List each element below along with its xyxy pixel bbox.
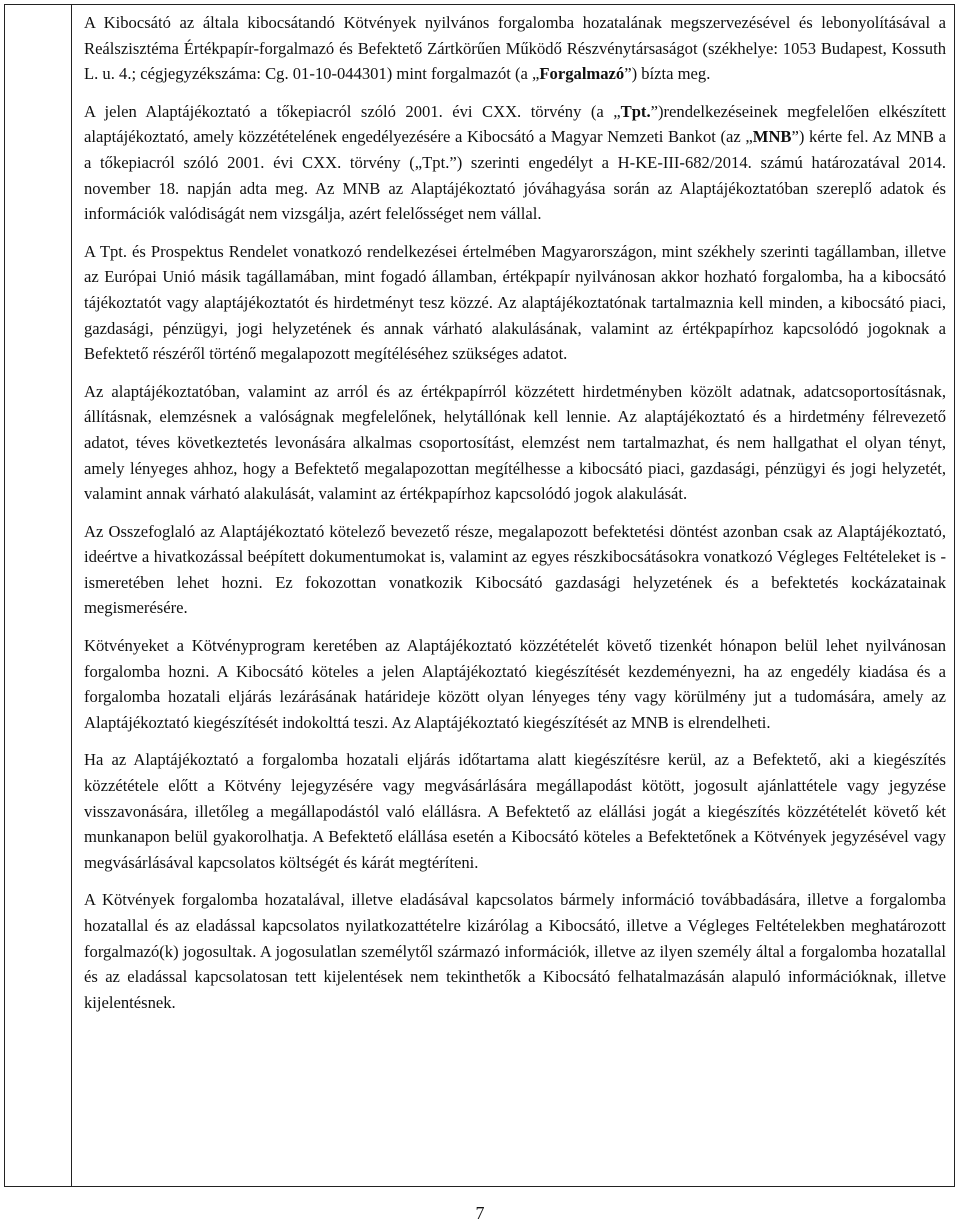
paragraph-forgalmazo: A Kibocsátó az általa kibocsátandó Kötvények nyilvános forgalomba hozatalának megszervezésével és lebonyolításával a Reálszisztéma Értékpapír-forgalmazó és Befektető Zártkörűen Működő Részvénytársaságot (székhelye: 1053 Budapest, Kossuth L. u. 4.; cégjegyzékszáma: Cg. 01-10-044301) mint forgalmazót (a „Forgalmazó”) bízta meg. (84, 13, 946, 84)
term-mnb: MNB (752, 127, 792, 147)
document-body (84, 10, 946, 1027)
left-margin-column (5, 5, 72, 1186)
paragraph-tpt-prospectus: A Tpt. és Prospektus Rendelet vonatkozó rendelkezései értelmében Magyarországon, mint székhely szerinti tagállamban, illetve az Európai Unió másik tagállamában, mint fogadó államban, értékpapír nyilvánosan akkor hozható forgalomba, ha a kibocsátó tájékoztatót vagy alaptájékoztatót és hirdetményt tesz közzé. Az alaptájékoztatónak tartalmaznia kell minden, a kibocsátó piaci, gazdasági, pénzügyi, jogi helyzetének és annak várható alakulásának, valamint az értékpapírhoz kapcsolódó jogoknak a Befektető részéről történő megalapozott megítéléséhez szükséges adatot. (84, 241, 946, 364)
paragraph-mnb-approval: A jelen Alaptájékoztató a tőkepiacról szóló 2001. évi CXX. törvény (a „Tpt.”)rendelkezéseinek megfelelően elkészített alaptájékoztató, amely közzétételének engedélyezésére a Kibocsátó a Magyar Nemzeti Bankot (az „MNB”) kérte fel. Az MNB a a tőkepiacról szóló 2001. évi CXX. törvény („Tpt.”) szerinti engedélyt a H-KE-III-682/2014. számú határozatával 2014. november 18. napján adta meg. Az MNB az Alaptájékoztató jóváhagyása során az Alaptájékoztatóban szereplő adatok és információk valódiságát nem vizsgálja, azért felelősséget nem vállal. (84, 101, 946, 224)
paragraph-information: A Kötvények forgalomba hozatalával, illetve eladásával kapcsolatos bármely információ továbbadására, illetve a forgalomba hozatallal és az eladással kapcsolatos nyilatkozattételre kizárólag a Kibocsátó, illetve a Végleges Feltételekben meghatározott forgalmazó(k) jogosultak. A jogosulatlan személytől származó információk, illetve az ilyen személy által a forgalomba hozatallal és az eladással kapcsolatosan tett kijelentések nem tekinthetők a Kibocsátó felhatalmazásán alapuló információknak, illetve kijelentésnek. (84, 890, 946, 1012)
document-frame (4, 4, 955, 1187)
paragraph-withdrawal: Ha az Alaptájékoztató a forgalomba hozatali eljárás időtartama alatt kiegészítésre kerül, az a Befektető, aki a kiegészítés közzététele előtt a Kötvény lejegyzésére vagy megvásárlására megállapodást kötött, jogosult ajánlattétele vagy jegyzése visszavonására, illetőleg a megállapodástól való elállásra. A Befektető az elállási jogát a kiegészítés közzétételét követő két munkanapon belül gyakorolhatja. A Befektető elállása esetén a Kibocsátó köteles a Befektetőnek a Kötvények jegyzésével vagy megvásárlásával kapcsolatos költségét és kárát megtéríteni. (84, 750, 946, 872)
term-forgalmazo: Forgalmazó (539, 64, 625, 84)
page-number: 7 (475, 1203, 485, 1223)
paragraph-supplement: Kötvényeket a Kötvényprogram keretében az Alaptájékoztató közzétételét követő tizenkét hónapon belül lehet nyilvánosan forgalomba hozni. A Kibocsátó köteles a jelen Alaptájékoztató kiegészítését kezdeményezni, ha az engedély kiadása és a forgalomba hozatali eljárás lezárásának határideje között olyan lényeges tény vagy körülmény jut a tudomására, amely az Alaptájékoztató kiegészítését indokolttá teszi. Az Alaptájékoztató kiegészítését az MNB is elrendelheti. (84, 636, 946, 732)
paragraph-data-accuracy: Az alaptájékoztatóban, valamint az arról és az értékpapírról közzétett hirdetményben közölt adatnak, adatcsoportosításnak, állításnak, elemzésnek a valóságnak megfelelőnek, helytállónak kell lennie. Az alaptájékoztató és a hirdetmény félrevezető adatot, téves következtetés levonására alkalmas csoportosítást, elemzést nem tartalmazhat, és nem hallgathat el olyan tényt, amely lényeges ahhoz, hogy a Befektető megalapozottan megítélhesse a kibocsátó piaci, gazdasági, pénzügyi és jogi helyzetét, valamint annak várható alakulását, valamint az értékpapírhoz kapcsolódó jogok alakulását. (84, 381, 946, 504)
paragraph-summary: Az Osszefoglaló az Alaptájékoztató kötelező bevezető része, megalapozott befektetési döntést azonban csak az Alaptájékoztató, ideértve a hivatkozással beépített dokumentumokat is, valamint az egyes részkibocsátásokra vonatkozó Végleges Feltételeket is - ismeretében lehet hozni. Ez fokozottan vonatkozik Kibocsátó gazdasági helyzetének és a befektetés kockázatainak megismerésére. (84, 521, 946, 618)
term-tpt: Tpt. (620, 101, 651, 121)
